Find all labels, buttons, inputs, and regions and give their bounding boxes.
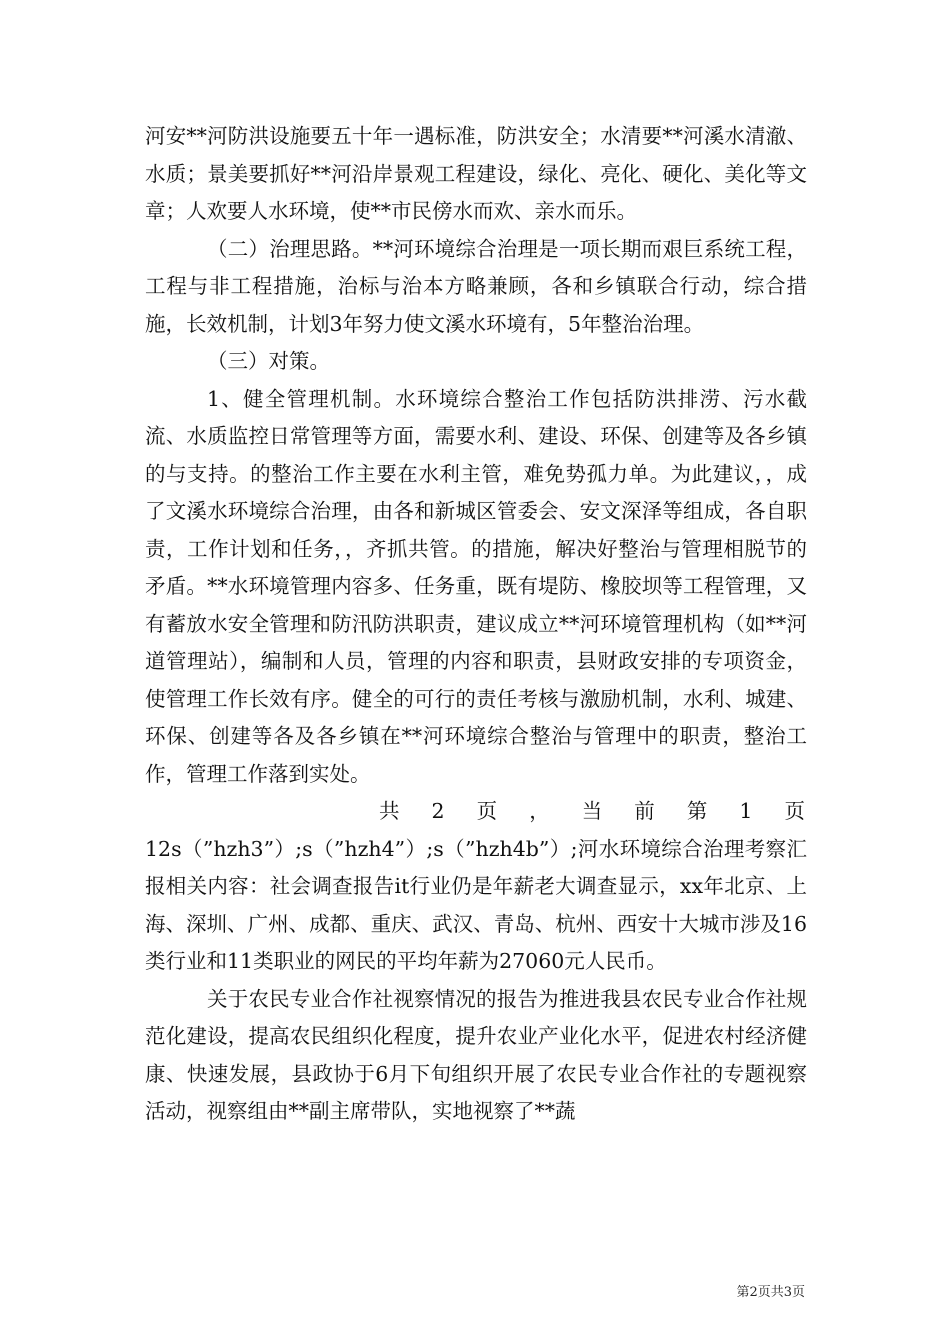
paragraph-management-mechanism: 1、健全管理机制。水环境综合整治工作包括防洪排涝、污水截流、水质监控日常管理等方面，需要水利、建设、环保、创建等及各乡镇的与支持。的整治工作主要在水利主管，难免势孤力单。为此建议，，成了文溪水环境综合治理，由各和新城区管委会、安文深泽等组成，各自职责，工作计划和任务，，齐抓共管。的措施，解决好整治与管理相脱节的矛盾。**水环境管理内容多、任务重，既有堤防、橡胶坝等工程管理，又有蓄放水安全管理和防汛防洪职责，建议成立**河环境管理机构（如**河道管理站），编制和人员，管理的内容和职责，县财政安排的专项资金，使管理工作长效有序。健全的可行的责任考核与激励机制，水利、城建、环保、创建等各及各乡镇在**河环境综合整治与管理中的职责，整治工作，管理工作落到实处。 — [145, 386, 807, 786]
page-count-token: ， — [529, 799, 550, 823]
document-body — [145, 118, 807, 1131]
page-count-line — [145, 793, 807, 831]
paragraph-countermeasures-heading: （三）对策。 — [207, 349, 330, 373]
page-count-token: 共 — [379, 799, 400, 823]
paragraph-governance-approach: （二）治理思路。**河环境综合治理是一项长期而艰巨系统工程，工程与非工程措施，治标与治本方略兼顾，各和乡镇联合行动，综合措施，长效机制，计划3年努力使文溪水环境有，5年整治治理。 — [145, 236, 807, 336]
paragraph-cooperative-report: 关于农民专业合作社视察情况的报告为推进我县农民专业合作社规范化建设，提高农民组织化程度，提升农业产业化水平，促进农村经济健康、快速发展，县政协于6月下旬组织开展了农民专业合作社的专题视察活动，视察组由**副主席带队，实地视察了**蔬 — [145, 986, 807, 1123]
paragraph-goals: 河安**河防洪设施要五十年一遇标准，防洪安全；水清要**河溪水清澈、水质；景美要抓好**河沿岸景观工程建设，绿化、亮化、硬化、美化等文章；人欢要人水环境，使**市民傍水而欢、亲水而乐。 — [145, 124, 807, 223]
paragraph-salary-survey: 12s（”hzh3”）;s（”hzh4”）;s（”hzh4b”）;河水环境综合治理考察汇报相关内容：社会调查报告it行业仍是年薪老大调查显示，xx年北京、上海、深圳、广州、成都、重庆、武汉、青岛、杭州、西安十大城市涉及16类行业和11类职业的网民的平均年薪为27060元人民币。 — [145, 836, 807, 973]
page-count-token: 1 — [739, 799, 753, 823]
page-count-token: 前 — [634, 799, 655, 823]
page-count-token: 2 — [431, 799, 445, 823]
page-footer: 第2页共3页 — [736, 1285, 805, 1300]
page-count-token: 页 — [476, 799, 498, 823]
page-count-token: 当 — [581, 799, 603, 823]
page-count-token: 第 — [686, 799, 708, 823]
page-count-token: 页 — [784, 799, 805, 823]
